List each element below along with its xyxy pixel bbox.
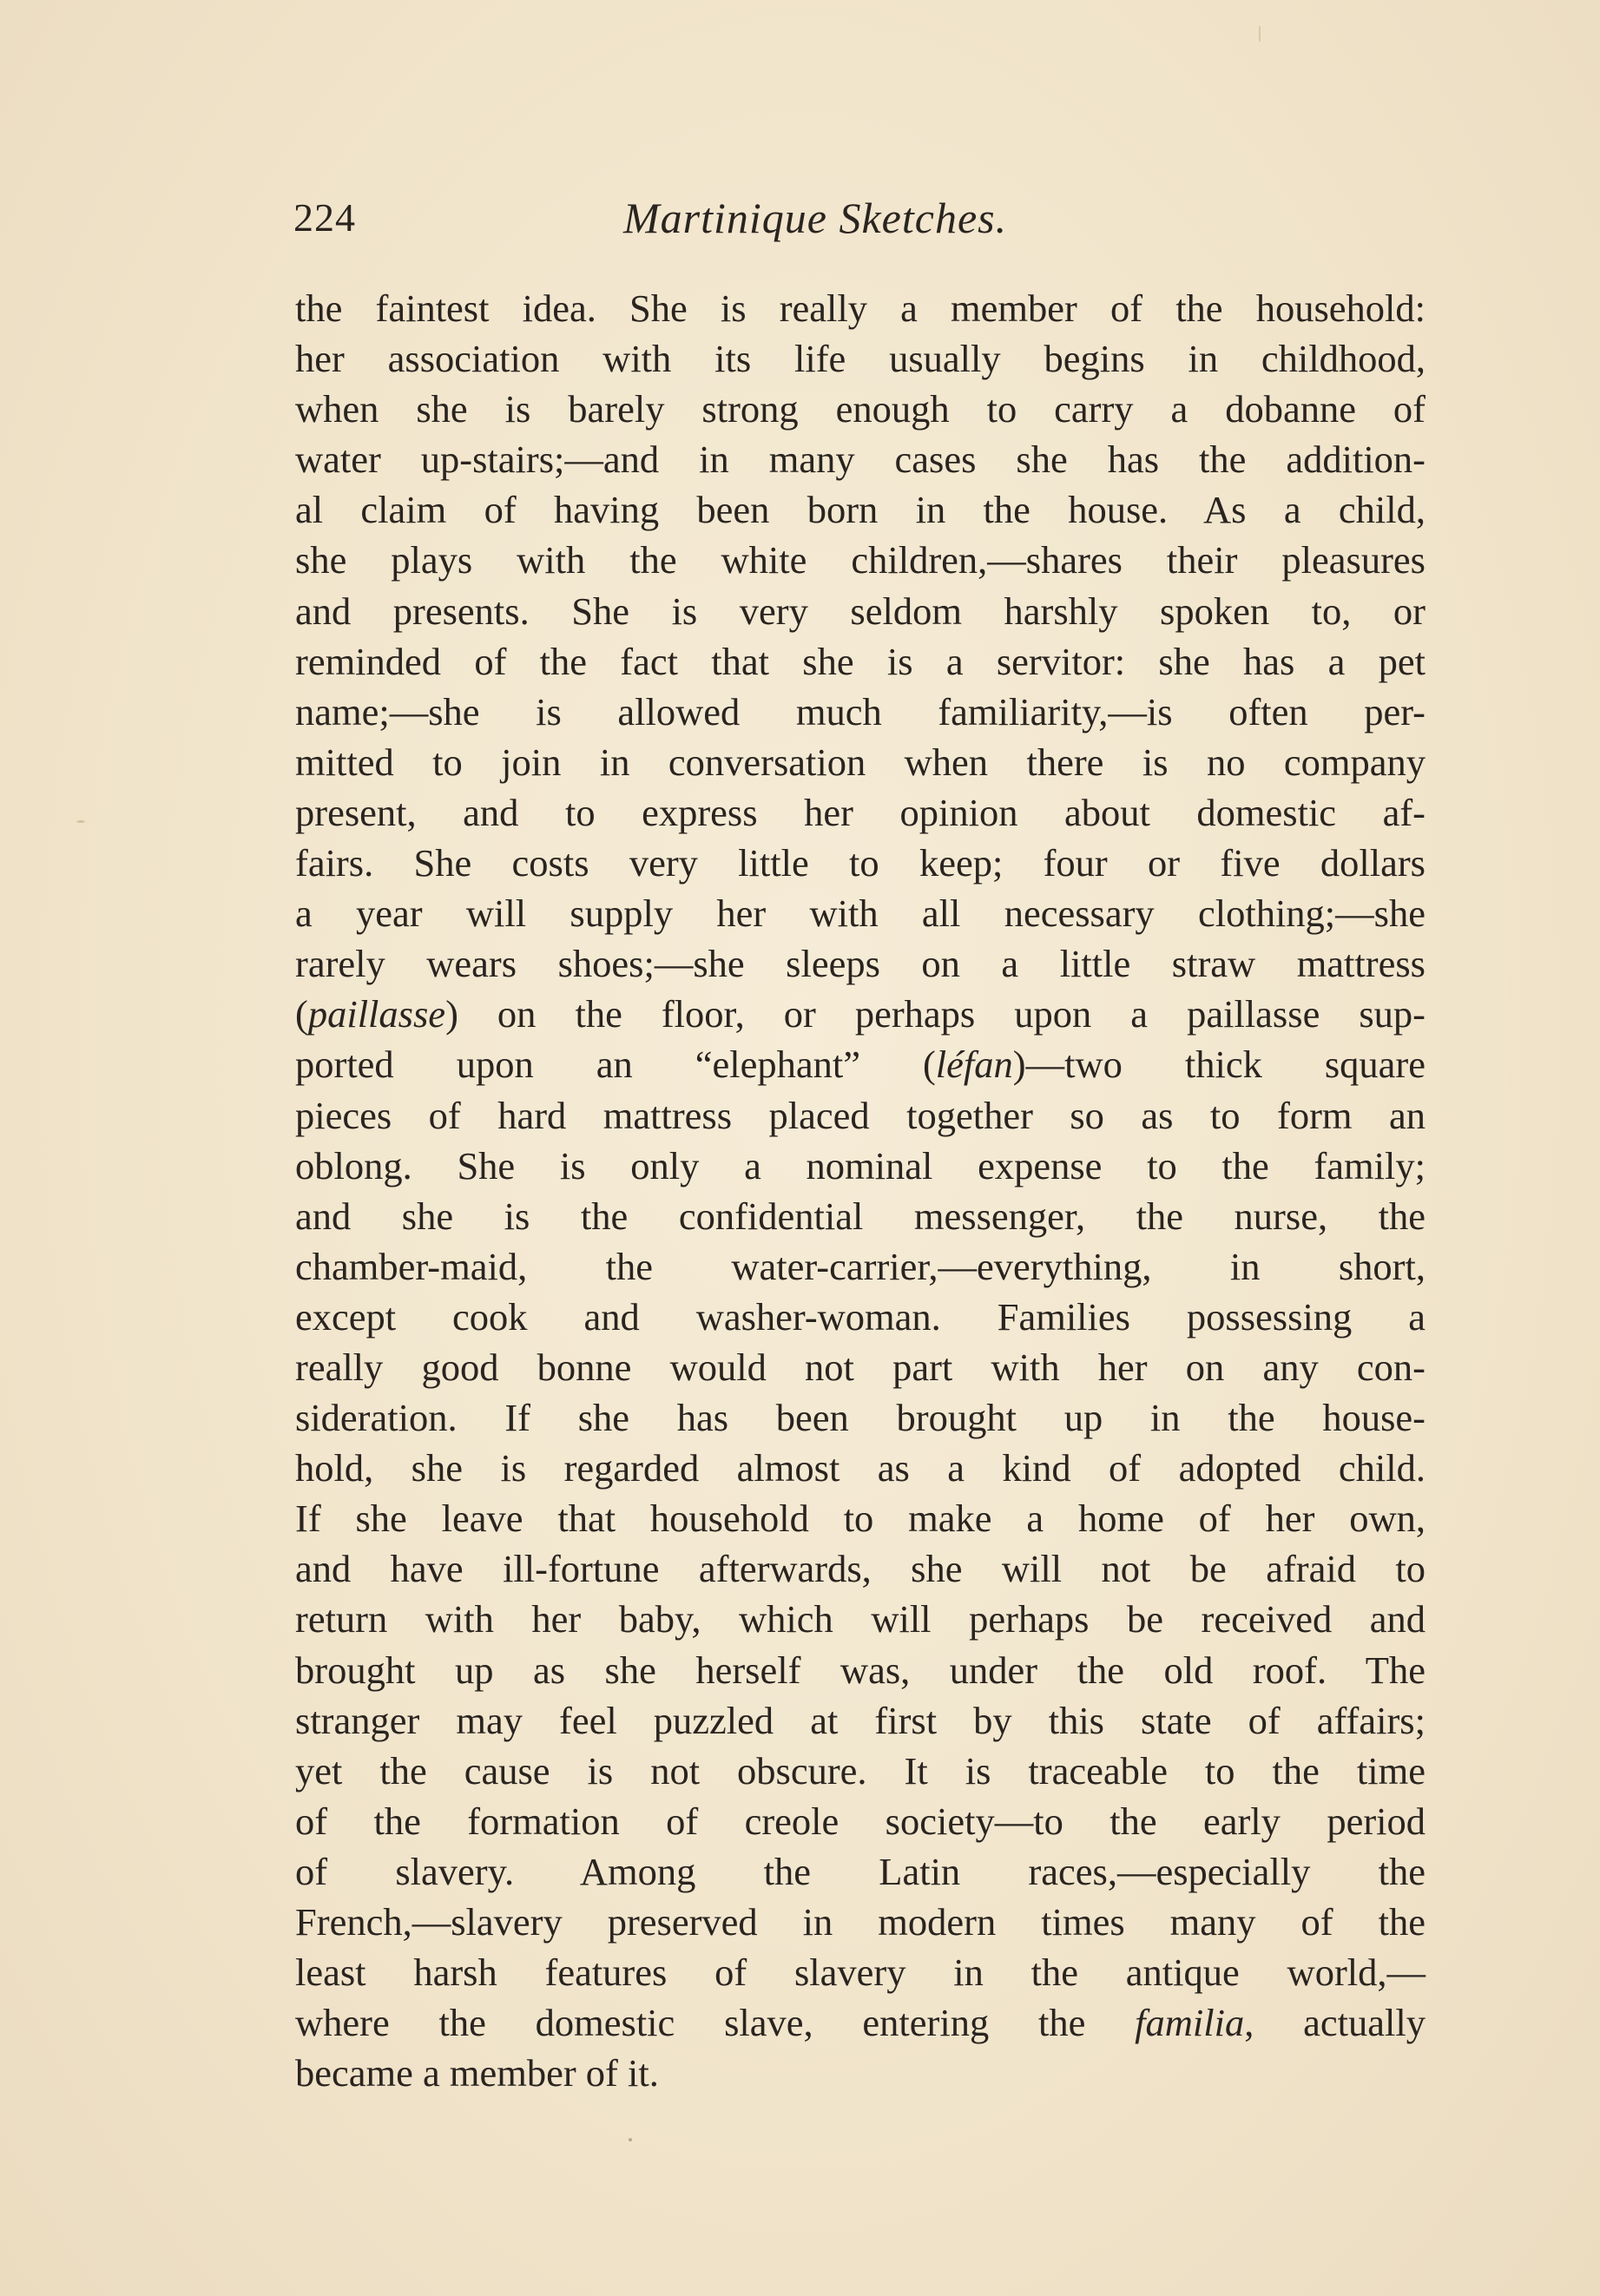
- text-line: [295, 787, 1426, 838]
- text-segment: where the domestic slave, entering the: [295, 2001, 1136, 2045]
- text-segment: )—two thick square: [1012, 1043, 1426, 1087]
- text-segment: yet the cause is not obscure. It is traceable to the time: [295, 1748, 1426, 1793]
- text-line: [295, 333, 1426, 384]
- text-segment: name;—she is allowed much familiarity,—is often per-: [295, 689, 1426, 734]
- text-segment: ) on the floor, or perhaps upon a paillasse sup-: [445, 992, 1426, 1036]
- text-segment: oblong. She is only a nominal expense to the family;: [295, 1143, 1426, 1187]
- text-line: [295, 1796, 1426, 1846]
- text-segment: brought up as she herself was, under the old roof. The: [295, 1648, 1426, 1692]
- text-segment: rarely wears shoes;—she sleeps on a little straw mattress: [295, 942, 1426, 986]
- text-segment: hold, she is regarded almost as a kind of adopted child.: [295, 1446, 1426, 1490]
- text-segment: return with her baby, which will perhaps be received and: [295, 1597, 1426, 1641]
- text-line: [295, 1645, 1426, 1695]
- text-line: [295, 1997, 1426, 2048]
- text-line: [295, 1594, 1426, 1644]
- italic-word: paillasse: [307, 992, 446, 1036]
- text-segment: and she is the confidential messenger, the nurse, the: [295, 1194, 1426, 1238]
- text-line: [295, 1039, 1426, 1089]
- text-line: [295, 1241, 1426, 1292]
- text-segment: she plays with the white children,—shares their pleasures: [295, 538, 1426, 582]
- text-line: [295, 1846, 1426, 1897]
- paper-speck: [76, 820, 85, 823]
- italic-word: familia: [1135, 2001, 1245, 2045]
- text-line: [295, 1141, 1426, 1191]
- text-line: [295, 737, 1426, 787]
- text-line: [295, 2048, 1426, 2098]
- text-line: [295, 989, 1426, 1039]
- text-line: [295, 938, 1426, 989]
- text-line: [295, 384, 1426, 434]
- text-segment: reminded of the fact that she is a servitor: she has a pet: [295, 639, 1426, 683]
- text-segment: of the formation of creole society—to the early period: [295, 1799, 1426, 1843]
- text-line: [295, 1695, 1426, 1746]
- text-segment: present, and to express her opinion about domestic af-: [295, 790, 1426, 834]
- text-segment: , actually: [1244, 2001, 1426, 2045]
- text-segment: the faintest idea. She is really a member of the household:: [295, 286, 1426, 330]
- text-segment: really good bonne would not part with her on any con-: [295, 1345, 1426, 1389]
- text-segment: became a member of it.: [295, 2051, 659, 2095]
- text-line: [295, 1543, 1426, 1594]
- text-segment: water up-stairs;—and in many cases she has the addition-: [295, 437, 1426, 482]
- text-line: [295, 1443, 1426, 1493]
- text-line: [295, 1292, 1426, 1342]
- text-line: [295, 636, 1426, 687]
- text-segment: ported upon an “elephant” (: [295, 1043, 936, 1087]
- text-line: [295, 1493, 1426, 1543]
- text-segment: chamber-maid, the water-carrier,—everything, in short,: [295, 1244, 1426, 1288]
- text-segment: pieces of hard mattress placed together so as to form an: [295, 1093, 1426, 1137]
- text-line: [295, 888, 1426, 938]
- text-segment: and presents. She is very seldom harshly spoken to, or: [295, 589, 1426, 633]
- text-segment: sideration. If she has been brought up in the house-: [295, 1396, 1426, 1440]
- page-header: [293, 184, 1422, 253]
- text-segment: mitted to join in conversation when there is no company: [295, 740, 1426, 784]
- text-segment: fairs. She costs very little to keep; four or five dollars: [295, 841, 1426, 885]
- text-segment: stranger may feel puzzled at first by this state of affairs;: [295, 1698, 1426, 1742]
- text-line: [295, 586, 1426, 636]
- text-line: [295, 283, 1426, 333]
- text-segment: her association with its life usually begins in childhood,: [295, 337, 1426, 381]
- text-segment: except cook and washer-woman. Families possessing a: [295, 1294, 1426, 1339]
- text-line: [295, 1746, 1426, 1796]
- text-line: [295, 434, 1426, 484]
- paper-speck: [629, 2138, 632, 2141]
- text-segment: al claim of having been born in the house. As a child,: [295, 488, 1426, 532]
- text-segment: (: [295, 992, 308, 1036]
- italic-word: léfan: [935, 1043, 1013, 1087]
- body-paragraph: [295, 283, 1426, 2098]
- text-line: [295, 535, 1426, 585]
- text-line: [295, 838, 1426, 888]
- page-number: 224: [293, 195, 356, 240]
- text-line: [295, 1342, 1426, 1392]
- text-segment: If she leave that household to make a home of her own,: [295, 1497, 1426, 1541]
- text-line: [295, 1392, 1426, 1443]
- text-segment: when she is barely strong enough to carry a dobanne of: [295, 387, 1426, 431]
- text-segment: least harsh features of slavery in the antique world,—: [295, 1951, 1426, 1995]
- paper-speck: [1259, 26, 1261, 42]
- text-line: [295, 1897, 1426, 1947]
- running-title: Martinique Sketches.: [623, 194, 1008, 242]
- text-line: [295, 687, 1426, 737]
- text-line: [295, 484, 1426, 535]
- text-line: [295, 1191, 1426, 1241]
- text-line: [295, 1090, 1426, 1141]
- text-line: [295, 1947, 1426, 1997]
- text-segment: French,—slavery preserved in modern times many of the: [295, 1900, 1426, 1944]
- text-segment: a year will supply her with all necessary clothing;—she: [295, 891, 1426, 936]
- text-segment: of slavery. Among the Latin races,—especially the: [295, 1849, 1426, 1893]
- text-segment: and have ill-fortune afterwards, she will not be afraid to: [295, 1547, 1426, 1591]
